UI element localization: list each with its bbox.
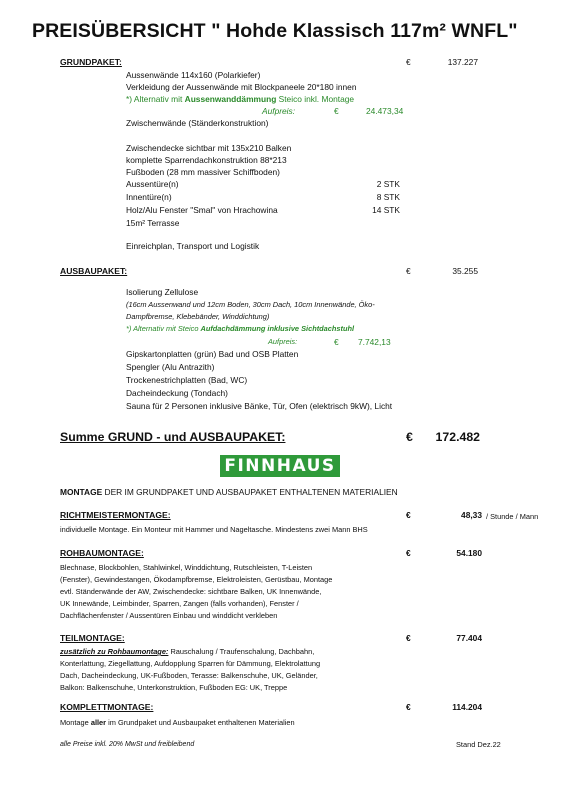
- komplett-price: 114.204: [452, 702, 482, 712]
- ausbaupaket-price: 35.255: [452, 266, 478, 276]
- grundpaket-price: 137.227: [447, 57, 478, 67]
- rohbau-line: UK Innewände, Leimbinder, Sparren, Zangen (falls vorhanden), Fenster /: [60, 599, 299, 608]
- rohbau-line: Dachflächenfenster / Aussentüren Einbau und winddicht verkleben: [60, 611, 278, 620]
- logo-text: FINNHAUS: [224, 456, 336, 476]
- grundpaket-item-qty: 14 STK: [372, 205, 400, 215]
- grundpaket-item-label: Aussentüre(n): [126, 179, 179, 189]
- rohbau-heading: ROHBAUMONTAGE:: [60, 548, 144, 558]
- ausbaupaket-iso-detail: Dampfbremse, Klebebänder, Winddichtung): [126, 312, 270, 321]
- grundpaket-item-qty: 8 STK: [376, 192, 400, 202]
- rohbau-line: evtl. Ständerwände der AW, Zwischendecke: sichtbare Balken, UK Innenwände,: [60, 587, 322, 596]
- grundpaket-einreichplan: Einreichplan, Transport und Logistik: [126, 241, 260, 251]
- komplett-desc: [60, 718, 295, 727]
- ausbaupaket-line: Trockenestrichplatten (Bad, WC): [126, 375, 248, 385]
- alt-bold: Aussenwanddämmung: [184, 94, 277, 104]
- ausbaupaket-alternative: [126, 324, 354, 333]
- ausbaupaket-currency: €: [406, 266, 411, 276]
- grundpaket-item-label: Holz/Alu Fenster "Smal" von Hrachowina: [126, 205, 278, 215]
- teil-first-bold: zusätzlich zu Rohbaumontage:: [60, 647, 169, 656]
- richtmeister-price: 48,33: [461, 510, 482, 520]
- grundpaket-aufpreis-currency: €: [334, 106, 339, 116]
- finnhaus-logo: [220, 455, 340, 477]
- footer-note: alle Preise inkl. 20% MwSt und freibleibend: [60, 741, 195, 748]
- ausbaupaket-aufpreis-value: 7.742,13: [358, 337, 391, 347]
- rohbau-line: (Fenster), Gewindestangen, Ökodampfbremse, Elektroleisten, Gerüstbau, Montage: [60, 575, 333, 584]
- montage-intro: [60, 487, 398, 497]
- komplett-desc-bold: aller: [90, 718, 107, 727]
- richtmeister-heading: RICHTMEISTERMONTAGE:: [60, 510, 171, 520]
- ausbaupaket-iso-detail: (16cm Aussenwand und 12cm Boden, 30cm Dach, 10cm Innenwände, Öko-: [126, 300, 375, 309]
- alt-suffix: Steico inkl. Montage: [276, 94, 355, 104]
- grundpaket-line2: Zwischendecke sichtbar mit 135x210 Balken: [126, 143, 292, 153]
- summe-value: 172.482: [435, 430, 480, 444]
- grundpaket-aufpreis-value: 24.473,34: [366, 106, 404, 116]
- komplett-currency: €: [406, 702, 411, 712]
- summe-currency: €: [406, 430, 413, 444]
- rohbau-price: 54.180: [456, 548, 482, 558]
- teil-first-line: [60, 647, 314, 656]
- ausbaupaket-aufpreis-currency: €: [334, 337, 339, 347]
- teil-heading: TEILMONTAGE:: [60, 633, 125, 643]
- teil-line: Balkon: Balkenschuhe, Unterkonstruktion, Fußboden EG: UK, Treppe: [60, 683, 288, 692]
- teil-line: Dach, Dacheindeckung, UK-Fußboden, Terasse: Balkenschuhe, UK, Geländer,: [60, 671, 318, 680]
- rohbau-currency: €: [406, 548, 411, 558]
- teil-line: Konterlattung, Ziegellattung, Aufdopplung Sparren für Dämmung, Elektrolattung: [60, 659, 321, 668]
- ausbaupaket-line: Spengler (Alu Antrazith): [126, 362, 215, 372]
- ausbaupaket-line: Gipskartonplatten (grün) Bad und OSB Platten: [126, 349, 299, 359]
- rohbau-line: Blechnase, Blockbohlen, Stahlwinkel, Winddichtung, Rutschleisten, T-Leisten: [60, 563, 313, 572]
- montage-intro-rest: DER IM GRUNDPAKET UND AUSBAUPAKET ENTHALTENEN MATERIALIEN: [102, 487, 398, 497]
- grundpaket-zwischenwaende: Zwischenwände (Ständerkonstruktion): [126, 118, 269, 128]
- grundpaket-currency: €: [406, 57, 411, 67]
- grundpaket-aufpreis-label: Aufpreis:: [262, 106, 296, 116]
- ausbaupaket-heading: AUSBAUPAKET:: [60, 266, 128, 276]
- footer-stand: Stand Dez.22: [456, 740, 501, 749]
- grundpaket-heading: GRUNDPAKET:: [60, 57, 122, 67]
- alt-bold: Aufdachdämmung inklusive Sichtdachstuhl: [200, 324, 355, 333]
- richtmeister-unit: / Stunde / Mann: [486, 512, 539, 521]
- komplett-desc-post: im Grundpaket und Ausbaupaket enthaltenen Materialien: [106, 718, 295, 727]
- teil-price: 77.404: [456, 633, 482, 643]
- richtmeister-desc: individuelle Montage. Ein Monteur mit Hammer und Nageltasche. Mindestens zwei Mann BHS: [60, 525, 368, 534]
- ausbaupaket-line: Dacheindeckung (Tondach): [126, 388, 228, 398]
- summe-label: Summe GRUND - und AUSBAUPAKET:: [60, 430, 286, 444]
- ausbaupaket-isolierung: Isolierung Zellulose: [126, 287, 199, 297]
- grundpaket-item-label: Innentüre(n): [126, 192, 172, 202]
- komplett-desc-pre: Montage: [60, 718, 91, 727]
- page-title: PREISÜBERSICHT " Hohde Klassisch 117m² WNFL": [32, 20, 518, 42]
- grundpaket-line: Aussenwände 114x160 (Polarkiefer): [126, 70, 261, 80]
- ausbaupaket-aufpreis-label: Aufpreis:: [268, 337, 298, 346]
- grundpaket-line2: komplette Sparrendachkonstruktion 88*213: [126, 155, 287, 165]
- teil-currency: €: [406, 633, 411, 643]
- grundpaket-line2: Fußboden (28 mm massiver Schiffboden): [126, 167, 280, 177]
- grundpaket-alternative: [126, 94, 354, 104]
- alt-prefix: *) Alternativ mit Steico: [126, 324, 201, 333]
- ausbaupaket-line: Sauna für 2 Personen inklusive Bänke, Tür, Ofen (elektrisch 9kW), Licht: [126, 401, 393, 411]
- teil-first-rest: Rauschalung / Traufenschalung, Dachbahn,: [168, 647, 315, 656]
- komplett-heading: KOMPLETTMONTAGE:: [60, 702, 154, 712]
- grundpaket-item-qty: 2 STK: [376, 179, 400, 189]
- grundpaket-line: Verkleidung der Aussenwände mit Blockpaneele 20*180 innen: [126, 82, 357, 92]
- richtmeister-currency: €: [406, 510, 411, 520]
- grundpaket-item-label: 15m² Terrasse: [126, 218, 180, 228]
- alt-prefix: *) Alternativ mit: [126, 94, 185, 104]
- montage-intro-bold: MONTAGE: [60, 487, 103, 497]
